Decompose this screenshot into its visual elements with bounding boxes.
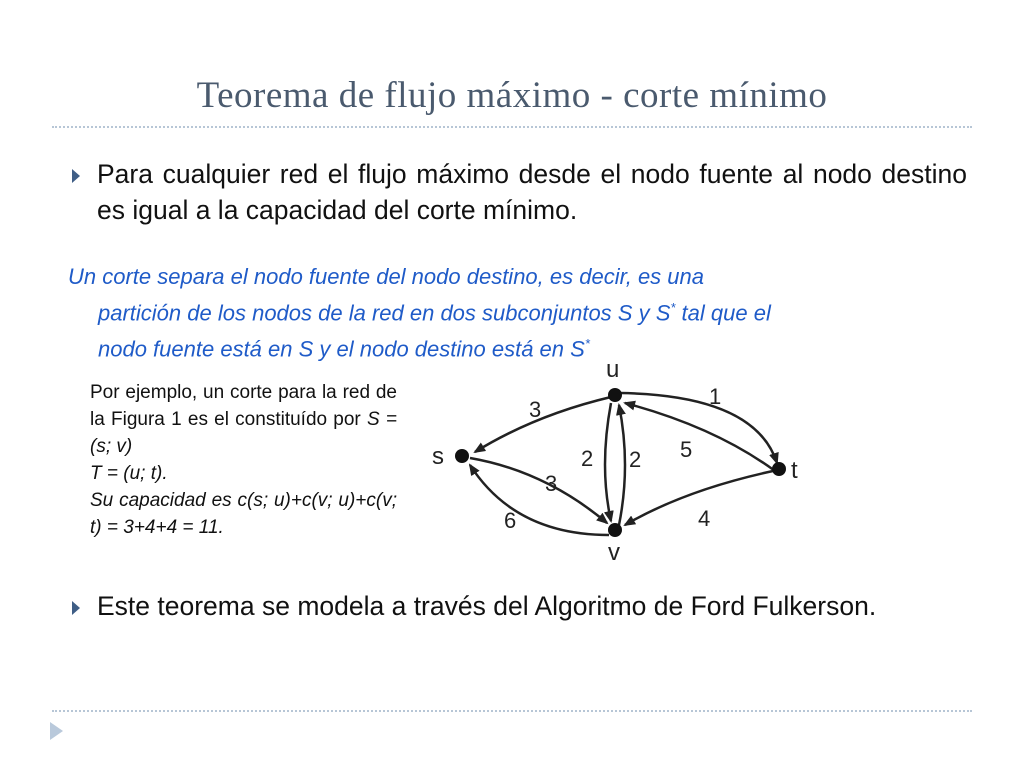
- cut-definition-line2: [68, 292, 968, 328]
- example-intro: Por ejemplo, un corte para la red de la Figura 1 es el constituído por: [90, 382, 397, 430]
- node-label-u: u: [606, 356, 620, 383]
- example-capacity: Su capacidad es c(s; u)+c(v; u)+c(v; t) = 3+4+4 = 11.: [90, 490, 397, 538]
- edge-v-s: [470, 465, 609, 535]
- capacity-t-v: 4: [698, 506, 711, 531]
- node-t: [772, 462, 786, 476]
- node-label-v: v: [608, 539, 620, 566]
- cut-definition: [68, 261, 968, 365]
- network-graph: [425, 355, 805, 570]
- cut-definition-line1: Un corte separa el nodo fuente del nodo destino, es decir, es una: [68, 264, 704, 289]
- node-u: [608, 388, 622, 402]
- title-divider: [52, 126, 972, 128]
- edge-v-u: [619, 405, 625, 525]
- example-s-set: S =(s; v): [90, 409, 397, 457]
- edge-u-s: [475, 397, 611, 452]
- next-slide-icon[interactable]: [50, 722, 63, 740]
- capacity-v-u: 2: [629, 447, 642, 472]
- superscript-star-2: *: [584, 336, 590, 352]
- node-v: [608, 523, 622, 537]
- bullet-arrow-icon: [72, 169, 80, 183]
- slide-title: Teorema de flujo máximo - corte mínimo: [196, 75, 828, 116]
- bullet-text-1: Para cualquier red el flujo máximo desde el nodo fuente al nodo destino es igual a la capacidad del corte mínimo.: [97, 159, 967, 225]
- capacity-u-v: 2: [581, 446, 594, 471]
- node-label-t: t: [791, 457, 798, 484]
- edge-u-v: [605, 403, 611, 521]
- cut-definition-line2-end: tal que el: [675, 300, 771, 326]
- footer-divider: [52, 710, 972, 712]
- edge-t-u: [625, 403, 775, 471]
- superscript-star: *: [670, 300, 676, 315]
- capacity-t-u: 5: [680, 437, 693, 462]
- capacity-v-s: 6: [504, 508, 517, 533]
- node-label-s: s: [432, 443, 444, 470]
- example-t-set: T = (u; t).: [90, 463, 168, 484]
- cut-definition-line3-text: nodo fuente está en S y el nodo destino está en S: [98, 336, 585, 362]
- bullet-text-2: Este teorema se modela a través del Algoritmo de Ford Fulkerson.: [97, 591, 877, 621]
- cut-definition-line2-text: partición de los nodos de la red en dos subconjuntos S y S: [98, 300, 671, 326]
- capacity-u-t: 1: [709, 384, 722, 409]
- example-text: [90, 379, 397, 541]
- node-s: [455, 449, 469, 463]
- capacity-u-s: 3: [529, 397, 542, 422]
- capacity-s-v: 3: [545, 471, 558, 496]
- bullet-arrow-icon-2: [72, 601, 80, 615]
